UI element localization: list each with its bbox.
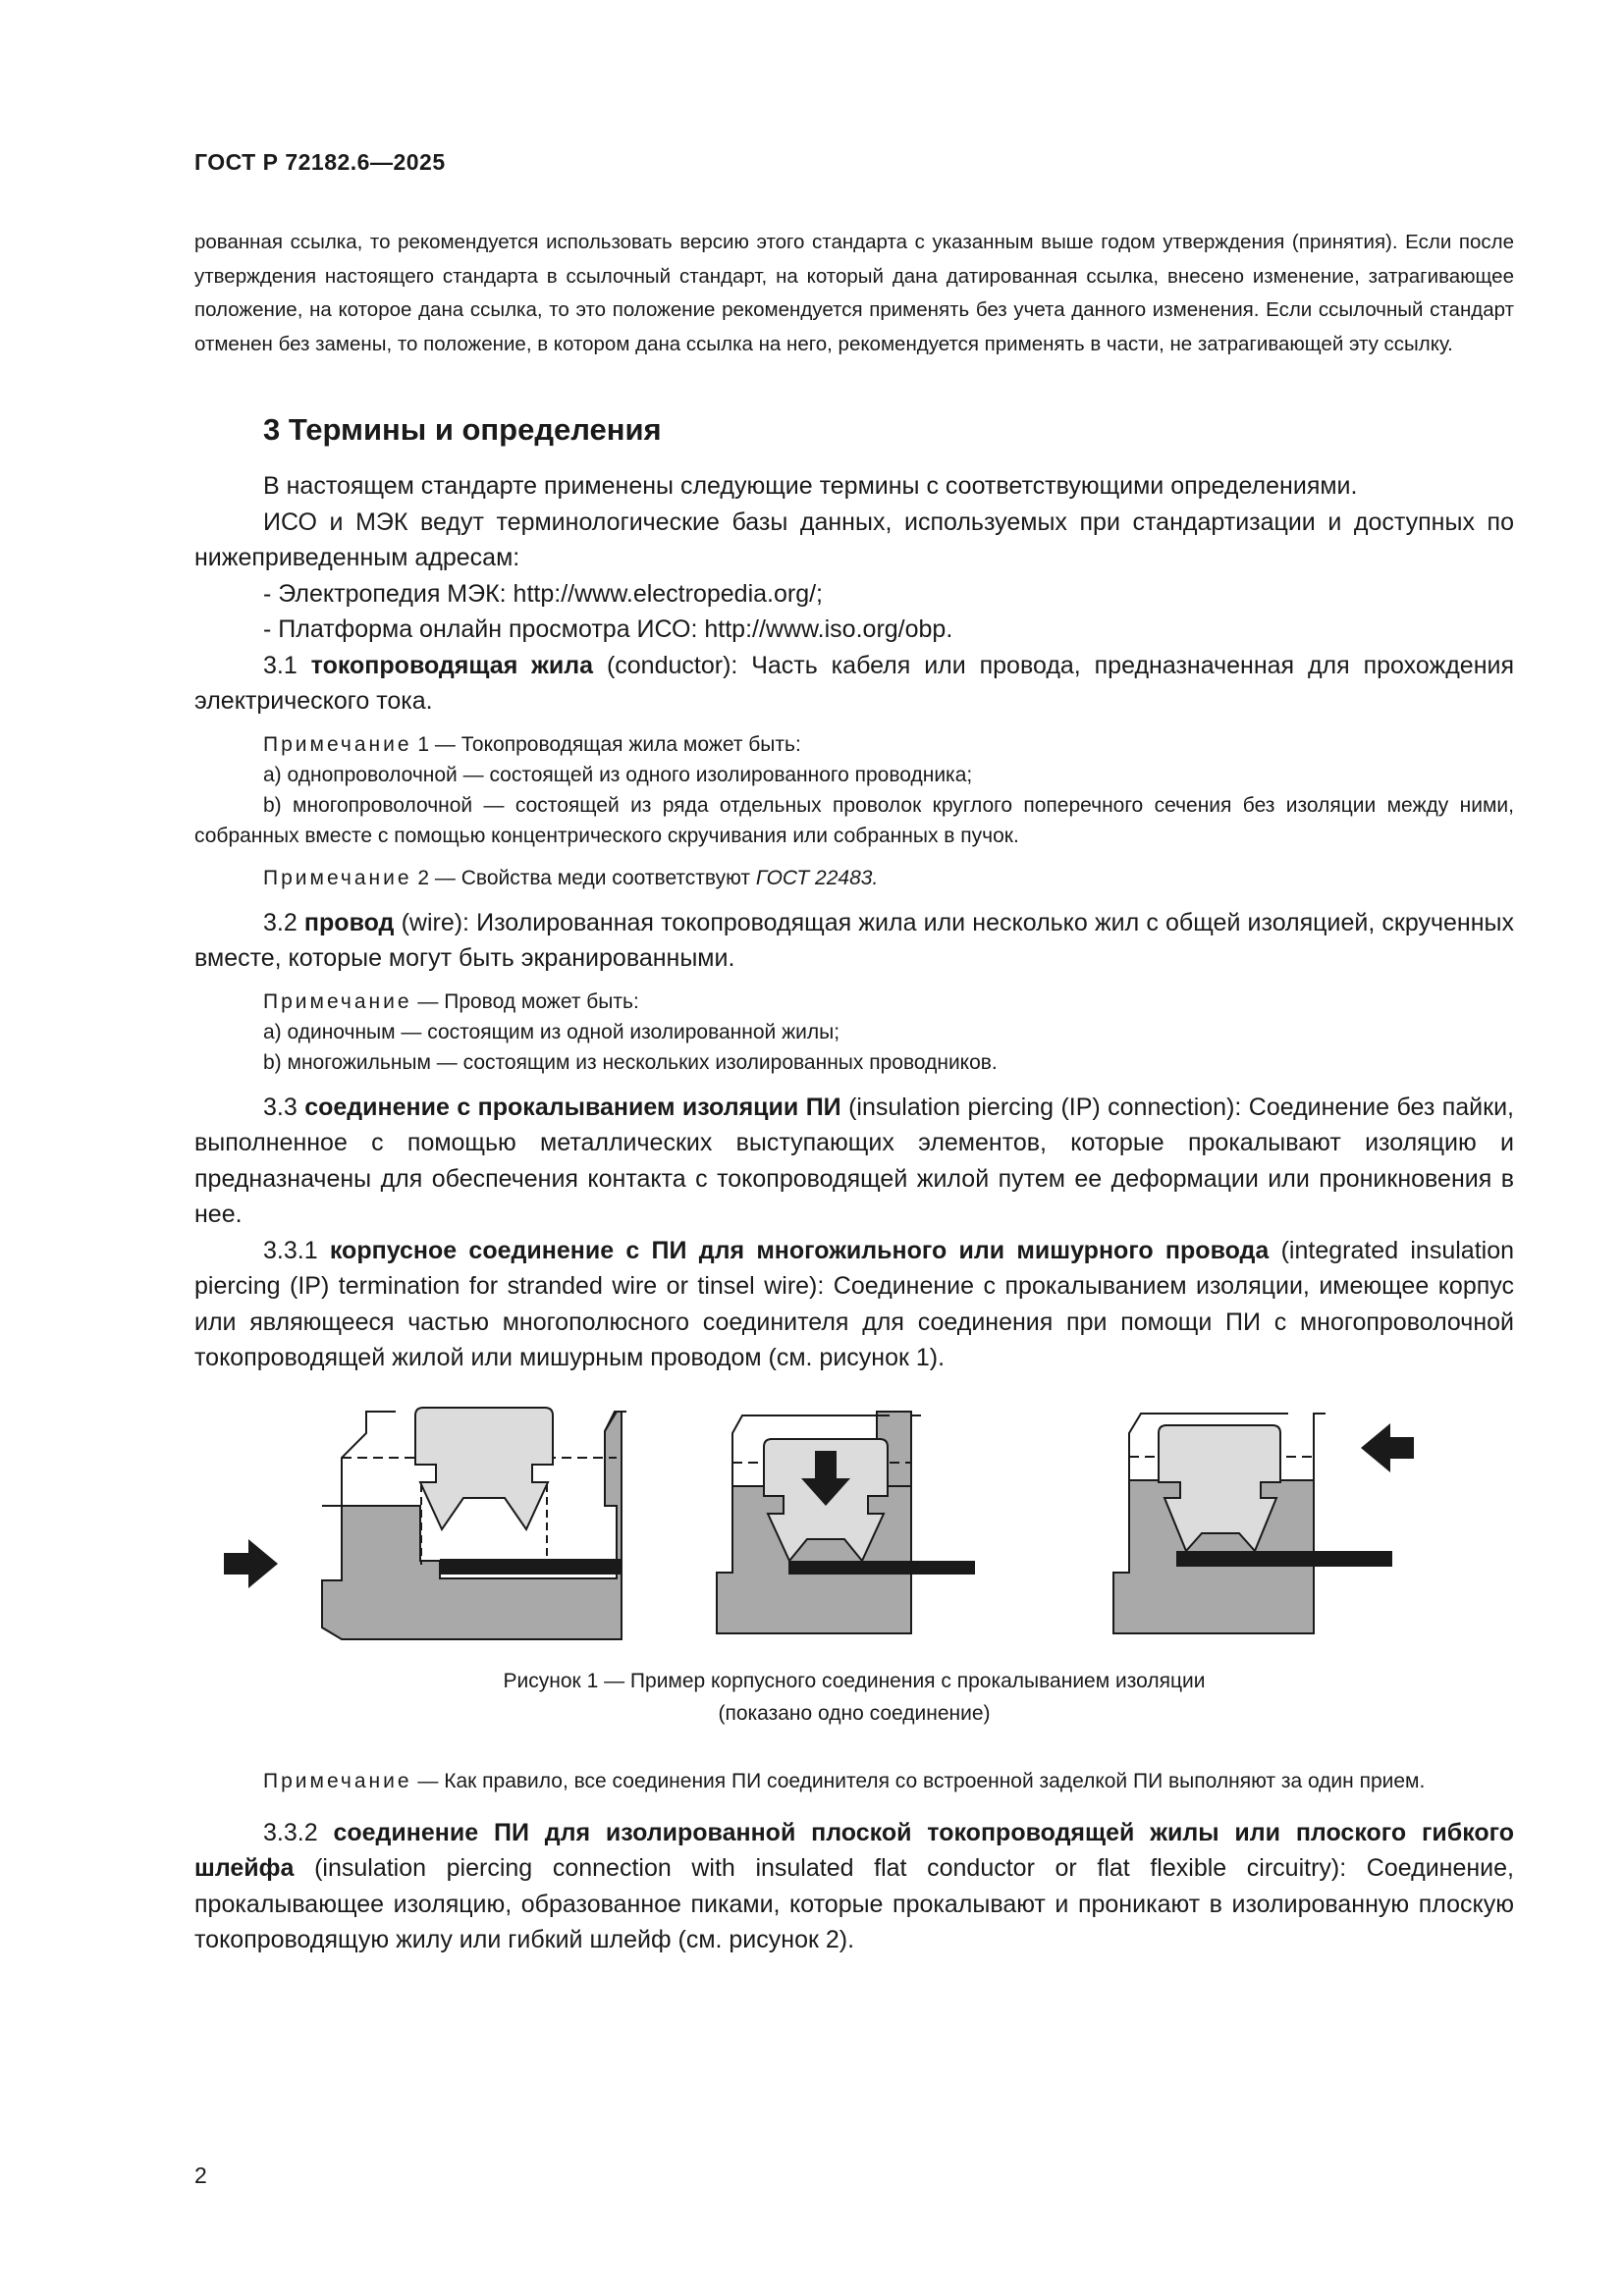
term-3-2 (194, 905, 1514, 977)
figure-1-caption-line1: Рисунок 1 — Пример корпусного соединения с прокалыванием изоляции (503, 1669, 1206, 1692)
section-p1: В настоящем стандарте применены следующие термины с соответствующими определениями. (263, 472, 1358, 500)
section-p4: - Платформа онлайн просмотра ИСО: http://www.iso.org/obp. (263, 615, 953, 643)
note-label: Примечание (263, 989, 412, 1013)
note-text: 1 — Токопроводящая жила может быть: (411, 732, 801, 756)
figure-note (194, 1765, 1514, 1797)
note-3-1-1 (194, 729, 1514, 760)
term-3-1 (194, 648, 1514, 720)
term-title: корпусное соединение с ПИ для многожильного или мишурного провода (329, 1236, 1270, 1264)
ip-contact (415, 1408, 553, 1529)
note-3-2 (194, 987, 1514, 1017)
term-3-3-2 (194, 1815, 1514, 1958)
stage-2-pressing (717, 1412, 975, 1633)
wire (1176, 1551, 1392, 1567)
page-number: 2 (194, 2163, 207, 2188)
term-title: соединение с прокалыванием изоляции ПИ (304, 1093, 841, 1121)
stage-1-open (224, 1408, 626, 1639)
term-definition: (insulation piercing (IP) connection): Соединение без пайки, выполненное с помощью металлических выступающих элементов, которые прокалывают изоляцию и предназначены для обеспечения контакта с токопроводящей жилой путем ее деформации или проникновения в нее. (194, 1093, 1514, 1228)
term-3-3 (194, 1090, 1514, 1233)
note-text: 2 — Свойства меди соответствуют (411, 866, 756, 889)
term-definition: (insulation piercing connection with insulated flat conductor or flat flexible circuitry): Соединение, прокалывающее изоляцию, образованное пиками, которые прокалывают и проникают в изолированную плоскую токопроводящую жилу или гибкий шлейф (см. рисунок 2). (194, 1854, 1514, 1953)
note-text: — Как правило, все соединения ПИ соединителя со встроенной заделкой ПИ выполняют за один прием. (411, 1769, 1426, 1792)
figure-1-drawing (194, 1404, 1514, 1659)
term-definition: (conductor): Часть кабеля или провода, предназначенная для прохождения электрического тока. (194, 651, 1514, 715)
gost-reference: ГОСТ 22483. (755, 866, 879, 889)
term-number: 3.3.2 (263, 1818, 318, 1846)
term-definition: (wire): Изолированная токопроводящая жила или несколько жил с общей изоляцией, скрученных вместе, которые могут быть экранированными. (194, 908, 1514, 972)
term-title: токопроводящая жила (310, 651, 594, 679)
stage-3-terminated (1113, 1414, 1414, 1633)
figure-1 (194, 1404, 1514, 1659)
term-number: 3.2 (263, 908, 298, 936)
intro-paragraph: рованная ссылка, то рекомендуется использовать версию этого стандарта с указанным выше годом утверждения (принятия). Если после утверждения настоящего стандарта в ссылочный стандарт, на который дана датированная ссылка, внесено изменение, затрагивающее положение, на которое дана ссылка, то это положение рекомендуется применять без учета данного изменения. Если ссылочный стандарт отменен без замены, то положение, в котором дана ссылка на него, рекомендуется применять в части, не затрагивающей эту ссылку. (194, 231, 1514, 355)
push-arrow (1361, 1423, 1414, 1472)
note-label: Примечание (263, 866, 412, 889)
wire (788, 1561, 975, 1575)
page-content (194, 226, 1514, 1958)
insert-arrow (224, 1539, 278, 1588)
note-3-2-b: b) многожильным — состоящим из нескольких изолированных проводников. (263, 1050, 998, 1074)
term-title: провод (303, 908, 395, 936)
note-text: — Провод может быть: (411, 989, 639, 1013)
figure-1-caption-line2: (показано одно соединение) (718, 1701, 991, 1725)
term-number: 3.3.1 (263, 1236, 318, 1264)
note-label: Примечание (263, 732, 412, 756)
note-3-1-2 (194, 863, 1514, 893)
term-definition: (integrated insulation piercing (IP) termination for stranded wire or tinsel wire): Соединение с прокалыванием изоляции, имеющее корпус или являющееся частью многополюсного соединителя для соединения при помощи ПИ с многопроволочной токопроводящей жилой или мишурным проводом (см. рисунок 1). (194, 1236, 1515, 1371)
section-title: 3 Термины и определения (263, 412, 662, 447)
term-3-3-1 (194, 1233, 1514, 1376)
section-p2: ИСО и МЭК ведут терминологические базы данных, используемых при стандартизации и доступных по нижеприведенным адресам: (194, 507, 1514, 571)
term-number: 3.3 (263, 1093, 298, 1121)
term-number: 3.1 (263, 651, 298, 679)
term-title: соединение ПИ для изолированной плоской токопроводящей жилы или плоского гибкого шлейфа (194, 1818, 1514, 1882)
note-label: Примечание (263, 1769, 412, 1792)
wire (440, 1559, 622, 1575)
section-p3: - Электропедия МЭК: http://www.electropedia.org/; (263, 579, 823, 608)
note-3-1-b: b) многопроволочной — состоящей из ряда отдельных проволок круглого поперечного сечения без изоляции между ними, собранных вместе с помощью концентрического скручивания или собранных в пучок. (194, 793, 1514, 847)
note-3-1-a: а) однопроволочной — состоящей из одного изолированного проводника; (263, 763, 973, 786)
document-code: ГОСТ Р 72182.6—2025 (194, 149, 446, 175)
note-3-2-a: а) одиночным — состоящим из одной изолированной жилы; (263, 1020, 840, 1043)
